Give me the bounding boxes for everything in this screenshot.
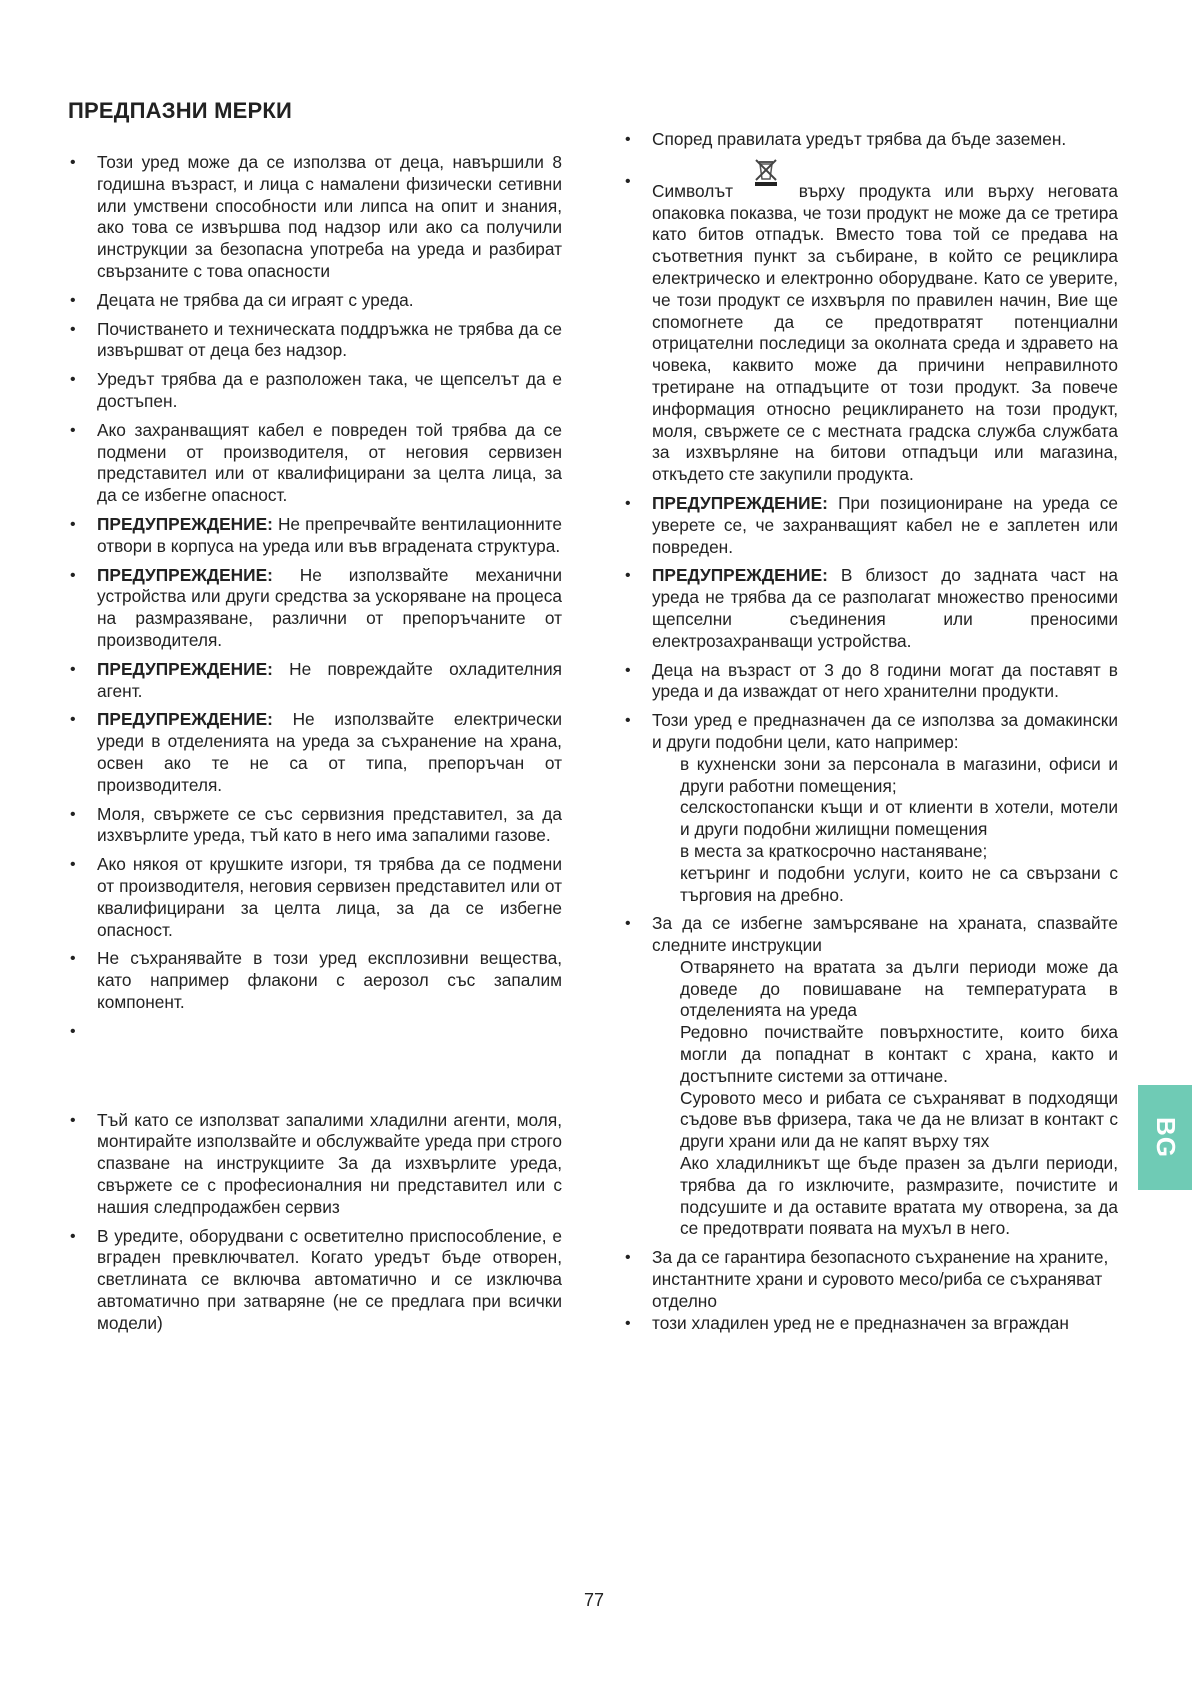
item-text: Не повреждайте охладителния агент.: [97, 658, 562, 701]
item-text: Не препречвайте вентилационните отвори в корпуса на уреда или във вградената структура.: [97, 513, 562, 556]
bullet: •: [625, 915, 631, 933]
list-item-not-builtin: [625, 1313, 1118, 1335]
list-item: [70, 420, 562, 507]
list-item: [70, 948, 562, 1013]
list-item: [70, 514, 562, 558]
sub-item: кетъринг и подобни услуги, които не са свързани с търговия на дребно.: [680, 862, 1118, 905]
list-item-contamination: [625, 913, 1118, 1240]
bullet: •: [70, 660, 76, 678]
list-item: [70, 659, 562, 703]
sub-item: в места за краткосрочно настаняване;: [680, 840, 988, 861]
language-tab-label: BG: [1150, 1117, 1181, 1158]
bullet: •: [70, 566, 76, 584]
item-text: Деца на възраст от 3 до 8 години могат да поставят в уреда и да изваждат от него хранителни продукти.: [652, 659, 1118, 702]
item-text: Не използвайте електрически уреди в отделенията на уреда за съхранение на храна, освен ако те не са от типа, препоръчан от производителя.: [97, 709, 562, 795]
sub-item: Редовно почиствайте повърхностите, които биха могли да попаднат в контакт с храна, както и достъпните системи за оттичане.: [680, 1022, 1118, 1086]
left-column: [70, 152, 562, 1342]
item-text: В уредите, оборудвани с осветително приспособление, е вграден превключвател. Когато уредът бъде отворен, светлината се включва автоматично и се изключва автоматично при затваряне (не се предлага при всички модели): [97, 1225, 562, 1333]
right-column: [625, 129, 1118, 1341]
list-item: [70, 1110, 562, 1219]
list-item: [70, 290, 562, 312]
page-number: 77: [584, 1590, 605, 1610]
list-item: [70, 804, 562, 848]
left-list-after: [70, 1110, 562, 1335]
warning-label: ПРЕДУПРЕЖДЕНИЕ:: [97, 564, 273, 585]
bullet: •: [70, 805, 76, 823]
list-item: [70, 854, 562, 941]
bullet: •: [70, 1111, 76, 1129]
bullet: •: [70, 1022, 76, 1040]
bullet: •: [625, 172, 631, 190]
item-text: Уредът трябва да е разположен така, че щепселът да е достъпен.: [97, 369, 562, 411]
warning-label: ПРЕДУПРЕЖДЕНИЕ:: [652, 492, 828, 513]
list-item: [70, 1226, 562, 1335]
warning-label: ПРЕДУПРЕЖДЕНИЕ:: [97, 513, 273, 534]
item-text: върху продукта или върху неговата опаковка показва, че този продукт не може да се третира като битов отпадък. Вместо това той се предава на съответния пункт за събиране, в който се рециклира електрическо и електронно оборудване. Като се уверите, че този продукт се изхвърля по правилен начин, Вие ще спомогнете да се предотвратят потенциални отрицателни последици за околната среда и здравето на човека, каквито може да причини неправилното третиране на отпадъците от този продукт. За повече информация относно рециклирането на този продукт, моля, свържете се с местната градска служба службата за изхвърляне на битови отпадъци или магазина, откъдето сте закупили продукта.: [652, 180, 1118, 485]
bullet: •: [70, 154, 76, 171]
left-list: [70, 152, 562, 1014]
sub-item: Ако хладилникът ще бъде празен за дълги периоди, трябва да го изключите, размразите, почистите и подсушите и да оставите вратата му отворена, за да се предотврати появата на мухъл в него.: [680, 1153, 1118, 1239]
bullet: •: [70, 421, 76, 439]
warning-label: ПРЕДУПРЕЖДЕНИЕ:: [652, 565, 828, 586]
list-item-children: [625, 660, 1118, 704]
item-text: Символът: [652, 180, 734, 201]
list-item: [70, 709, 562, 796]
item-text: Ако някоя от крушките изгори, тя трябва да се подмени от производителя, неговия сервизен представител или от квалифицирани за целта лица, за да се избегне опасност.: [97, 854, 562, 940]
warning-label: ПРЕДУПРЕЖДЕНИЕ:: [97, 709, 273, 730]
bullet: •: [70, 371, 76, 389]
bullet: •: [70, 856, 76, 874]
list-item-warning-cable: [625, 493, 1118, 558]
bullet: •: [70, 1227, 76, 1245]
bullet: •: [70, 291, 76, 309]
list-item-weee: [625, 171, 1118, 486]
bullet: •: [625, 131, 631, 148]
empty-list-item: [70, 1021, 562, 1103]
item-text: Не използвайте механични устройства или други средства за ускоряване на процеса на размразяване, различни от препоръчаните от производителя.: [97, 564, 562, 650]
item-text: Тъй като се използват запалими хладилни агенти, моля, монтирайте използвайте и обслужвайте уреда при строго спазване на инструкциите За да изхвърлите уреда, свържете се с професионалния ни представител или с нашия следпродажбен сервиз: [97, 1109, 562, 1217]
bullet: •: [625, 712, 631, 730]
bullet: •: [625, 567, 631, 585]
household-sublist: [652, 754, 1118, 907]
bullet: •: [625, 661, 631, 679]
language-tab: [1138, 1085, 1192, 1190]
item-text: Този уред може да се използва от деца, навършили 8 годишна възраст, и лица с намалени физически сетивни или умствени способности или липса на опит и знания, ако това се извършва под надзор или ако са получили инструкции за безопасна употреба на уреда и разбират свързаните с това опасности: [97, 152, 562, 281]
warning-label: ПРЕДУПРЕЖДЕНИЕ:: [97, 658, 273, 679]
item-text: Според правилата уредът трябва да бъде заземен.: [652, 129, 1067, 149]
bullet: •: [70, 515, 76, 533]
bullet: •: [70, 711, 76, 729]
bullet: •: [625, 1314, 631, 1332]
item-text: този хладилен уред не е предназначен за вграждан: [652, 1312, 1069, 1333]
item-text: Ако захранващият кабел е повреден той трябва да се подмени от производителя, от неговия сервизен представител или от квалифицирани за целта лица, за да се избегне опасност.: [97, 419, 562, 506]
list-item: [70, 152, 562, 283]
list-item: [70, 319, 562, 363]
list-item: [70, 369, 562, 413]
bullet: •: [625, 494, 631, 512]
bullet: •: [70, 320, 76, 338]
crossed-bin-icon: [751, 157, 781, 187]
list-item-warning-sockets: [625, 565, 1118, 652]
item-text: Почистването и техническата поддръжка не трябва да се извършват от деца без надзор.: [97, 318, 562, 361]
bullet: •: [70, 950, 76, 968]
page-title: ПРЕДПАЗНИ МЕРКИ: [68, 98, 293, 123]
list-item-grounding: [625, 129, 1118, 151]
list-item: [70, 565, 562, 652]
sub-item: Отварянето на вратата за дълги периоди може да доведе до повишаване на температурата в отделенията на уреда: [680, 956, 1118, 1021]
item-text: В близост до задната част на уреда не трябва да се разполагат множество преносими щепселни съединения или преносими електрозахранващи устройства.: [652, 565, 1119, 651]
item-text: За да се избегне замърсяване на храната, спазвайте следните инструкции: [652, 913, 1118, 956]
sub-item: селскостопански къщи и от клиенти в хотели, мотели и други подобни жилищни помещения: [680, 797, 1118, 840]
list-item-storage: [625, 1247, 1118, 1312]
sub-item: Суровото месо и рибата се съхраняват в подходящи съдове във фризера, така че да не влизат в контакт с други храни или да не капят върху тях: [680, 1087, 1118, 1152]
item-text: Не съхранявайте в този уред експлозивни вещества, като например флакони с аерозол със запалим компонент.: [97, 948, 562, 1012]
item-text: Моля, свържете се със сервизния представител, за да изхвърлите уреда, тъй като в него има запалими газове.: [97, 803, 562, 846]
item-text: За да се гарантира безопасното съхранение на храните, инстантните храни и суровото месо/риба се съхраняват отделно: [652, 1247, 1109, 1311]
sub-item: в кухненски зони за персонала в магазини, офиси и други работни помещения;: [680, 753, 1118, 796]
list-item-household: [625, 710, 1118, 906]
item-text: Децата не трябва да си играят с уреда.: [97, 289, 414, 310]
contamination-sublist: [652, 957, 1118, 1240]
bullet: •: [625, 1249, 631, 1267]
item-text: При позициониране на уреда се уверете се, че захранващият кабел не е заплетен или повреден.: [652, 492, 1118, 557]
item-text: Този уред е предназначен да се използва за домакински и други подобни цели, като например:: [652, 710, 1118, 752]
